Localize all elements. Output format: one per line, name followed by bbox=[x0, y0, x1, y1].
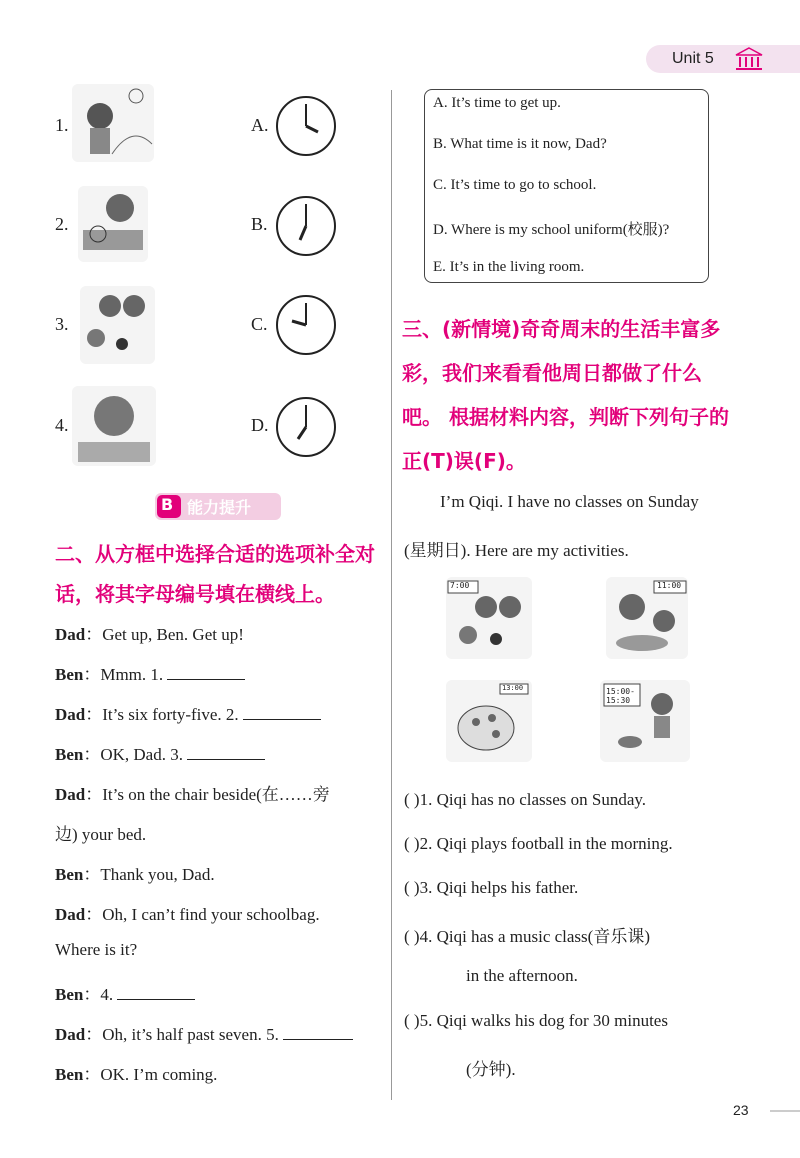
passage-text: I’m Qiqi. I have no classes on Sunday bbox=[440, 492, 699, 511]
dialogue-line: Ben：OK. I’m coming. bbox=[55, 1065, 218, 1084]
statement-continuation: in the afternoon. bbox=[466, 966, 578, 985]
dialogue-line: Ben：Thank you, Dad. bbox=[55, 865, 215, 884]
unit-tab bbox=[646, 45, 800, 73]
footer-rule bbox=[770, 1110, 800, 1112]
option-d: D. Where is my school uniform(校服)? bbox=[433, 222, 670, 238]
clock-icon bbox=[274, 94, 338, 158]
cooking-activity-picture bbox=[606, 577, 688, 659]
clock-text: 7:00 bbox=[450, 581, 470, 590]
item-number: 3. bbox=[55, 314, 69, 334]
dialogue-line: Dad：It’s six forty-five. 2. bbox=[55, 700, 321, 725]
answer-blank[interactable] bbox=[243, 705, 321, 720]
option-a: A. It’s time to get up. bbox=[433, 95, 561, 111]
exercise3-instruction: 正(T)误(F)。 bbox=[402, 449, 526, 473]
answer-blank[interactable] bbox=[187, 745, 265, 760]
dialogue-line: Ben：Mmm. 1. bbox=[55, 660, 245, 685]
option-b: B. What time is it now, Dad? bbox=[433, 136, 607, 152]
building-icon bbox=[734, 46, 764, 72]
exercise3-instruction: 彩，我们来看看他周日都做了什么 bbox=[402, 361, 702, 385]
option-e: E. It’s in the living room. bbox=[433, 259, 585, 275]
dialogue-line: 边) your bed. bbox=[55, 825, 147, 844]
option-letter: A. bbox=[251, 115, 269, 135]
statement: ( )5. Qiqi walks his dog for 30 minutes bbox=[404, 1011, 668, 1030]
item-number: 2. bbox=[55, 214, 69, 234]
clock-icon bbox=[274, 194, 338, 258]
exercise2-instruction: 话，将其字母编号填在横线上。 bbox=[55, 582, 335, 606]
option-letter: B. bbox=[251, 214, 268, 234]
section-b-letter: B bbox=[161, 495, 174, 514]
option-letter: D. bbox=[251, 415, 269, 435]
football-activity-picture bbox=[446, 577, 532, 659]
statement: ( )3. Qiqi helps his father. bbox=[404, 878, 579, 897]
page-number: 23 bbox=[733, 1102, 749, 1118]
column-divider bbox=[391, 90, 392, 1100]
dialogue-line: Dad：It’s on the chair beside(在……旁 bbox=[55, 785, 330, 804]
exercise2-instruction: 二、从方框中选择合适的选项补全对 bbox=[55, 542, 375, 566]
statement: ( )4. Qiqi has a music class(音乐课) bbox=[404, 927, 650, 946]
answer-blank[interactable] bbox=[167, 665, 245, 680]
exercise3-instruction: 吧。 根据材料内容，判断下列句子的 bbox=[402, 405, 729, 429]
painting-activity-picture bbox=[446, 680, 532, 762]
clock-icon bbox=[274, 395, 338, 459]
dog-walking-activity-picture bbox=[600, 680, 690, 762]
section-b-title: 能力提升 bbox=[187, 498, 252, 517]
options-box bbox=[424, 89, 709, 283]
item-number: 4. bbox=[55, 415, 69, 435]
item-number: 1. bbox=[55, 115, 69, 135]
clock-text: 13:00 bbox=[502, 684, 524, 692]
dialogue-line: Ben：4. bbox=[55, 980, 195, 1005]
kids-football-picture bbox=[80, 286, 155, 364]
passage-text: (星期日). Here are my activities. bbox=[404, 541, 629, 560]
answer-blank[interactable] bbox=[117, 985, 195, 1000]
statement-continuation: (分钟). bbox=[466, 1060, 516, 1079]
girl-at-table-picture bbox=[78, 186, 148, 262]
dialogue-line: Ben：OK, Dad. 3. bbox=[55, 740, 265, 765]
exercise3-instruction: 三、(新情境)奇奇周末的生活丰富多 bbox=[402, 317, 721, 341]
option-c: C. It’s time to go to school. bbox=[433, 177, 597, 193]
clock-icon bbox=[274, 293, 338, 357]
statement: ( )2. Qiqi plays football in the morning. bbox=[404, 834, 673, 853]
dialogue-line: Dad：Get up, Ben. Get up! bbox=[55, 625, 244, 644]
clock-text: 11:00 bbox=[657, 581, 682, 590]
sunrise-boy-picture bbox=[72, 84, 154, 162]
dialogue-line: Dad：Oh, it’s half past seven. 5. bbox=[55, 1020, 353, 1045]
unit-label: Unit 5 bbox=[672, 50, 714, 67]
statement: ( )1. Qiqi has no classes on Sunday. bbox=[404, 790, 647, 809]
option-letter: C. bbox=[251, 314, 268, 334]
answer-blank[interactable] bbox=[283, 1025, 353, 1040]
dialogue-line: Dad：Oh, I can’t find your schoolbag. bbox=[55, 905, 320, 924]
boy-writing-picture bbox=[72, 386, 156, 466]
clock-text: 15:00-15:30 bbox=[606, 687, 635, 705]
dialogue-line: Where is it? bbox=[55, 940, 138, 959]
